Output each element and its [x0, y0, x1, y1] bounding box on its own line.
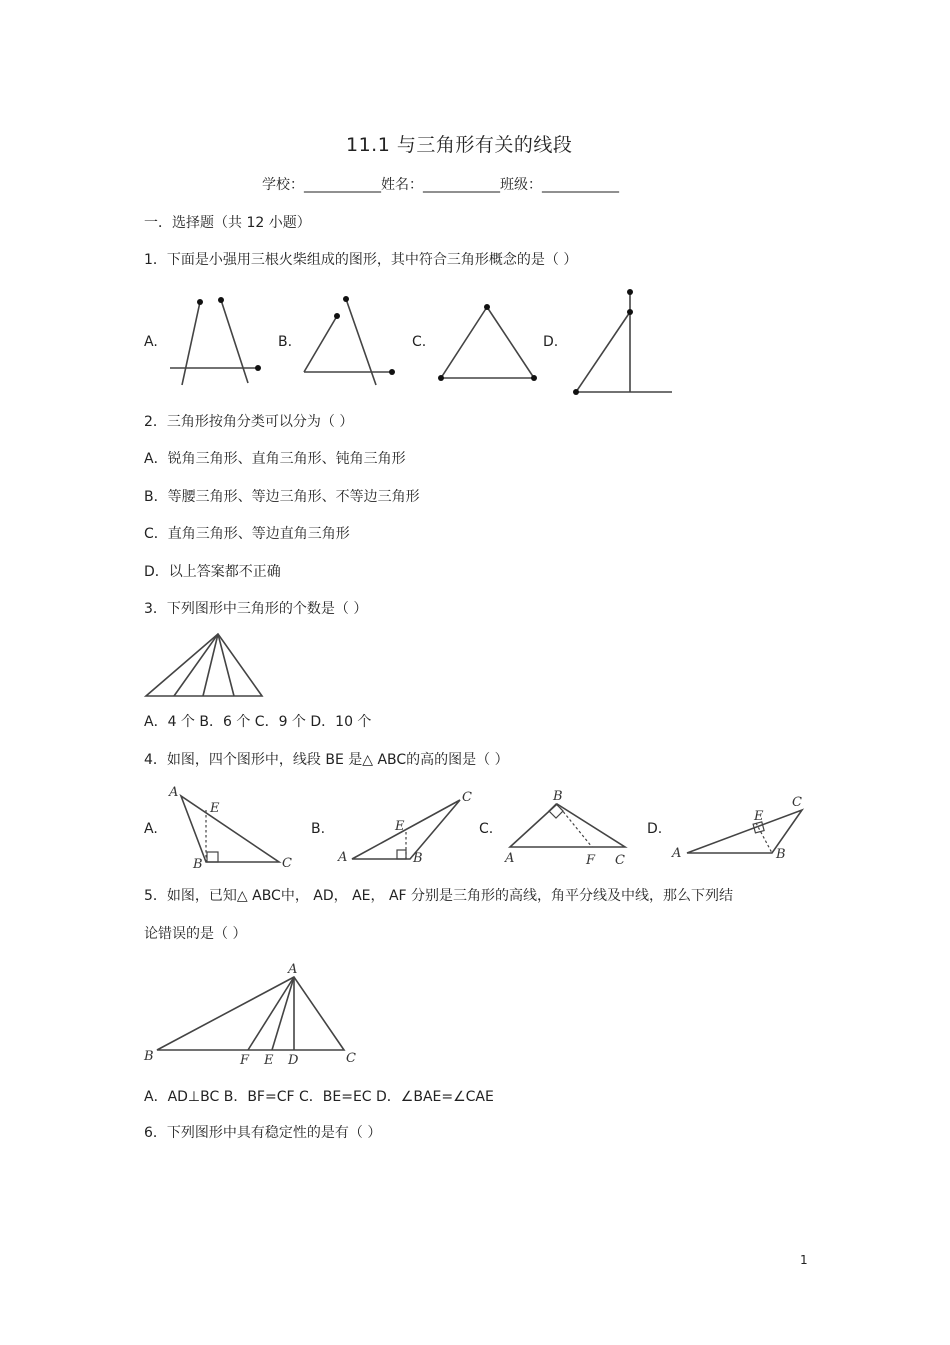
- q4c-point-f: F: [586, 853, 596, 868]
- q4d-point-e: E: [754, 809, 764, 824]
- q4b-point-b: B: [413, 851, 423, 866]
- q5-point-d: D: [288, 1053, 299, 1068]
- q4c-point-c: C: [615, 853, 625, 868]
- q2-option-b: B．等腰三角形、等边三角形、不等边三角形: [144, 489, 420, 505]
- q1-label-c: C.: [412, 334, 427, 350]
- question-3-text: 3．下列图形中三角形的个数是（ ）: [144, 601, 368, 617]
- q4b-point-c: C: [462, 790, 472, 805]
- q4a-point-a: A: [169, 785, 179, 800]
- q5-point-e: E: [264, 1053, 274, 1068]
- q4d-point-a: A: [672, 846, 682, 861]
- header-fields: 学校：___________姓名：___________班级：___________: [262, 177, 619, 193]
- q5-point-f: F: [240, 1053, 250, 1068]
- question-6-text: 6．下列图形中具有稳定性的是有（ ）: [144, 1125, 382, 1141]
- q4b-point-a: A: [338, 850, 348, 865]
- q5-point-a: A: [288, 962, 298, 977]
- q4a-point-b: B: [193, 857, 203, 872]
- q5-point-c: C: [346, 1051, 356, 1066]
- question-1-text: 1．下面是小强用三根火柴组成的图形，其中符合三角形概念的是（ ）: [144, 252, 578, 268]
- q2-option-c: C．直角三角形、等边直角三角形: [144, 526, 350, 542]
- section-heading: 一．选择题（共 12 小题）: [144, 215, 311, 231]
- q3-options: A．4 个 B．6 个 C．9 个 D．10 个: [144, 714, 372, 730]
- q1-label-b: B.: [278, 334, 293, 350]
- q4-label-b: B.: [311, 821, 326, 837]
- q4c-point-a: A: [505, 851, 515, 866]
- q4d-point-b: B: [776, 847, 786, 862]
- page-title: 11.1 与三角形有关的线段: [346, 134, 573, 156]
- q4a-point-e: E: [210, 801, 220, 816]
- page-number: 1: [800, 1253, 808, 1267]
- q2-option-a: A．锐角三角形、直角三角形、钝角三角形: [144, 451, 406, 467]
- q4-label-a: A.: [144, 821, 158, 837]
- q1-label-a: A.: [144, 334, 158, 350]
- q4-label-c: C.: [479, 821, 494, 837]
- q4d-point-c: C: [792, 795, 802, 810]
- question-5-text-line2: 论错误的是（ ）: [144, 926, 247, 942]
- q5-point-b: B: [144, 1049, 154, 1064]
- q5-options: A．AD⊥BC B．BF=CF C．BE=EC D．∠BAE=∠CAE: [144, 1089, 494, 1105]
- q4b-point-e: E: [395, 819, 405, 834]
- q4a-point-c: C: [282, 856, 292, 871]
- question-4-text: 4．如图，四个图形中，线段 BE 是△ ABC的高的图是（ ）: [144, 752, 509, 768]
- question-2-text: 2．三角形按角分类可以分为（ ）: [144, 414, 354, 430]
- q4c-point-b: B: [553, 789, 563, 804]
- q1-label-d: D.: [543, 334, 559, 350]
- q2-option-d: D．以上答案都不正确: [144, 564, 281, 580]
- q4-label-d: D.: [647, 821, 663, 837]
- question-5-text-line1: 5．如图，已知△ ABC中， AD， AE， AF 分别是三角形的高线，角平分线及中线，那么下列结: [144, 888, 734, 904]
